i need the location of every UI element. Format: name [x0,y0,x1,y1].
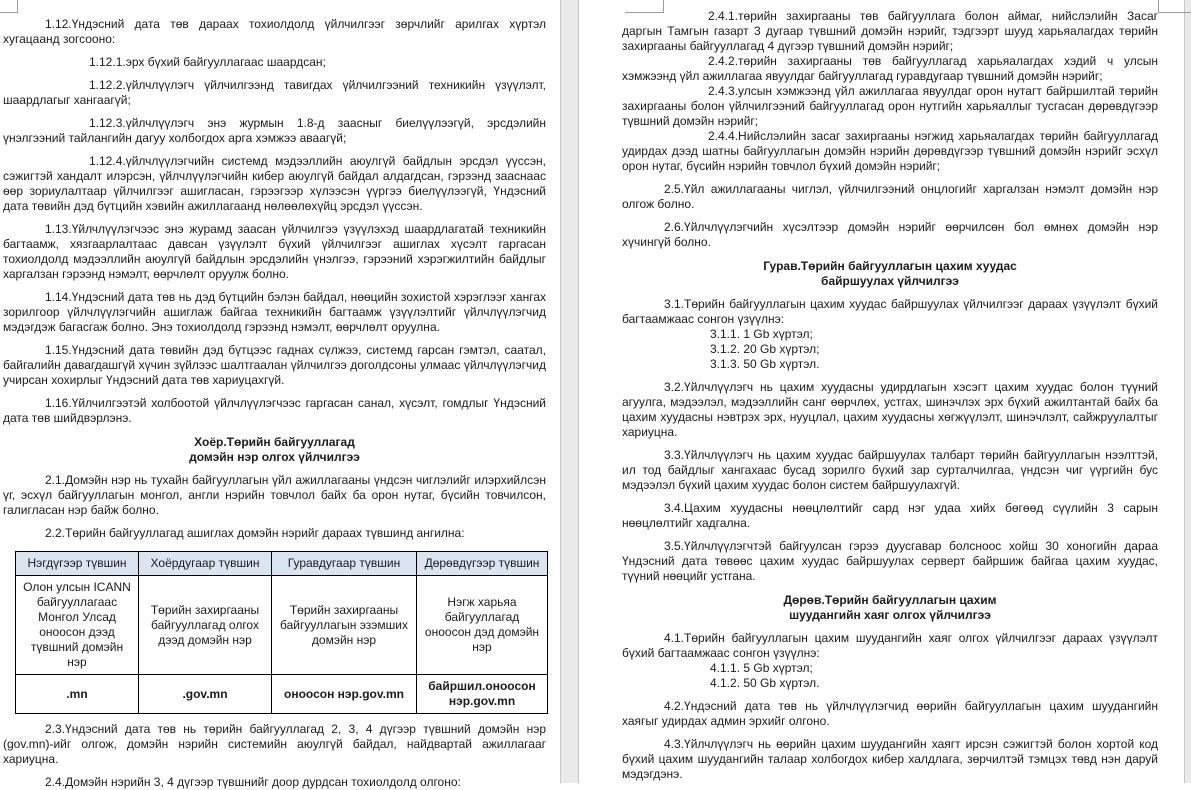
table-cell: байршил.оноосон нэр.gov.mn [417,675,548,714]
clause-4-2: 4.2.Үндэсний дата төв нь үйлчлүүлэгчид өөрийн байгууллагын цахим шуудангийн хаягыг удирдах админ эрхийг олгоно. [622,699,1158,728]
clause-3-4: 3.4.Цахим хуудасны нөөцлөлтийг сард нэг удаа хийх бөгөөд сүүлийн 3 сарын нөөцлөлтийг хадгална. [622,501,1158,530]
clause-1-16: 1.16.Үйлчилгээтэй холбоотой үйлчлүүлэгчээс гаргасан санал, хүсэлт, гомдлыг Үндэсний дата төв шийдвэрлэнэ. [3,396,546,425]
page-right [622,0,1158,782]
domain-levels-table [15,551,548,714]
clause-3-1-1: 3.1.1. 1 Gb хүртэл; [710,327,813,341]
table-cell: Төрийн захиргааны байгууллагын эзэмших домэйн нэр [272,576,417,675]
section-two-heading [3,435,546,465]
clause-4-3: 4.3.Үйлчлүүлэгч нь өөрийн цахим шуудангийн хаягт ирсэн сэжигтэй болон хортой код бүхий цахим шуудангийн талаар холбогдох кибер халдлага, зөрчилтэй тэмцэх төвд нэн даруй мэдэгдэнэ. [622,737,1158,781]
page-right-edge [1184,0,1191,783]
clause-4-1-1: 4.1.1. 5 Gb хүртэл; [710,661,813,675]
clause-4-1-2: 4.1.2. 50 Gb хүртэл. [710,676,820,690]
table-row [16,675,548,714]
clause-3-2: 3.2.Үйлчлүүлэгч нь цахим хуудасны удирдлагын хэсэгт цахим хуудас болон түүний агуулга, мэдээлэл, мэдээллийн санг өөрчлөх, устгах, шинэчлэх эрх бүхий ажилтантай байх ба цахим хуудасны нэвтрэх эрх, нууцлал, цахим хуудасны хөгжүүлэлт, шинэчлэлт, сайжруулалтыг хариуцна. [622,380,1158,439]
section-three-heading [622,259,1158,289]
table-cell: оноосон нэр.gov.mn [272,675,417,714]
clause-2-5: 2.5.Үйл ажиллагааны чиглэл, үйлчилгээний онцлогийг харгалзан нэмэлт домэйн нэр олгож болно. [622,182,1158,211]
table-header-cell: Гуравдугаар түвшин [272,552,417,576]
table-cell: Нэгж харьяа байгууллагад оноосон дэд домэйн нэр [417,576,548,675]
clause-3-1-3: 3.1.3. 50 Gb хүртэл. [710,357,820,371]
clause-1-13: 1.13.Үйлчлүүлэгчээс энэ журамд заасан үйлчилгээ үзүүлэхэд шаардлагатай техникийн багтаамж, хязгаарлалтаас давсан үзүүлэлт бүхий үйлчилгээг ашиглах хүсэлт гаргасан тохиолдолд мэдээллийн аюулгүй байдлын эрсдэлийн үнэлгээ, гэрээний хэрэгжилтийн байдлыг харгалзан гэрээнд нэмэлт, өөрчлөлт оруулж болно. [3,222,546,281]
heading-line: Дөрөв.Төрийн байгууллагын цахим [783,593,997,607]
clause-2-6: 2.6.Үйлчлүүлэгчийн хүсэлтээр домэйн нэрийг өөрчилсөн бол өмнөх домэйн нэр хүчингүй болно. [622,220,1158,249]
clause-2-4-3: 2.4.3.улсын хэмжээнд үйл ажиллагаа явуулдаг орон нутагт байршилтай төрийн захиргааны болон үйлчилгээний байгууллагад орон нутгийн харьяаллыг тусгасан дөрөвдүгээр түвшний домэйн нэрийг; [622,84,1158,128]
crop-mark-right-page-right [1158,0,1191,13]
clause-3-1: 3.1.Төрийн байгууллагын цахим хуудас байршуулах үйлчилгээг дараах үзүүлэлт бүхий багтаамжаас сонгон үзүүлнэ: [622,297,1158,326]
table-cell: .mn [16,675,139,714]
clause-1-15: 1.15.Үндэсний дата төвийн дэд бүтцээс гаднах сүлжээ, системд гарсан гэмтэл, саатал, байгалийн давагдашгүй хүчин зүйлээс шалтгаалан үйлчилгээ доголдсоны улмаас үйлчлүүлэгчид учирсан хохирлыг Үндэсний дата төв хариуцахгүй. [3,343,546,387]
page-gutter [560,0,579,783]
table-cell: .gov.mn [139,675,272,714]
page-left [3,0,546,790]
clause-3-1-2: 3.1.2. 20 Gb хүртэл; [710,342,820,356]
heading-line: байршуулах үйлчилгээ [821,274,959,288]
table-cell: Олон улсын ICANN байгууллагаас Монгол Улсад оноосон дээд түвшний домэйн нэр [16,576,139,675]
heading-line: Хоёр.Төрийн байгууллагад [194,435,355,449]
clause-1-12: 1.12.Үндэсний дата төв дараах тохиолдолд үйлчилгээг зөрчлийг арилгах хүртэл хугацаанд зогсооно: [3,17,546,46]
clause-2-4: 2.4.Домэйн нэрийн 3, 4 дүгээр түвшнийг доор дурдсан тохиолдолд олгоно: [45,775,461,789]
table-header-cell: Хоёрдугаар түвшин [139,552,272,576]
clause-2-4-4: 2.4.4.Нийслэлийн засаг захиргааны нэгжид харьяалагдах төрийн байгууллагад удирдах дээд шатны байгууллагын домэйн нэрийн дөрөвдүгээр түвшний домэйн нэрийг эсхүл орон нутаг, бүсийн нэрийн товчлол бүхий домэйн нэрийг; [622,129,1158,173]
table-header-cell: Нэгдүгээр түвшин [16,552,139,576]
clause-1-12-4: 1.12.4.үйлчлүүлэгчийн системд мэдээллийн аюулгүй байдлын эрсдэл үүссэн, сэжигтэй хандалт илэрсэн, үйлчлүүлэгчийн кибер аюулгүй байдал алдагдсан, гэрээнд зааснаас өөр зориулалтаар үйлчилгээг ашигласан, гэрээгээр хүлээсэн үүргээ биелүүлээгүй, Үндэсний дата төвийн дэд бүтцийн хэвийн ажиллагаанд нөлөөлөхүйц эрсдэл үүссэн. [3,154,546,213]
heading-line: шуудангийн хаяг олгох үйлчилгээ [789,608,991,622]
clause-2-1: 2.1.Домэйн нэр нь тухайн байгууллагын үйл ажиллагааны үндсэн чиглэлийг илэрхийлсэн үг, эсхүл байгууллагын монгол, англи нэрийн товчлол байх ба орон нутаг, бүсийн товчилсон, галигласан нэр байж болно. [3,473,546,517]
clause-4-1: 4.1.Төрийн байгууллагын цахим шуудангийн хаяг олгох үйлчилгээг дараах үзүүлэлт бүхий багтаамжаас сонгон үзүүлнэ: [622,631,1158,660]
clause-2-3: 2.3.Үндэсний дата төв нь төрийн байгууллагад 2, 3, 4 дүгээр түвшний домэйн нэр (gov.mn)-ийг олгож, домэйн нэрийн системийн аюулгүй байдал, найдвартай ажиллагааг хариуцна. [3,722,546,766]
clause-1-14: 1.14.Үндэсний дата төв нь дэд бүтцийн бэлэн байдал, нөөцийн зохистой хэрэглээг хангах зорилгоор үйлчлүүлэгчийн ашиглаж байгаа техникийн багтаамж үзүүлэлтийг үйлчлүүлэгчид мэдэгдэж багасгаж болно. Энэ тохиолдолд гэрээнд нэмэлт, өөрчлөлт оруулна. [3,290,546,334]
clause-2-4-1: 2.4.1.төрийн захиргааны төв байгууллага болон аймаг, нийслэлийн Засаг даргын Тамгын газарт 3 дугаар түвшний домэйн нэрийг, тэдгээрт шууд харьяалагдах төрийн захиргааны байгууллагад 4 дүгээр түвшний домэйн нэрийг; [622,9,1158,53]
clause-1-12-1: 1.12.1.эрх бүхий байгууллагаас шаардсан; [89,55,326,69]
clause-1-12-3: 1.12.3.үйлчлүүлэгч энэ журмын 1.8-д заасныг биелүүлээгүй, эрсдэлийн үнэлгээний тайлангийн дагуу холбогдох арга хэмжээ аваагүй; [3,116,546,145]
heading-line: Гурав.Төрийн байгууллагын цахим хуудас [763,259,1017,273]
table-cell: Төрийн захиргааны байгууллагад олгох дээд домэйн нэр [139,576,272,675]
table-row [16,576,548,675]
table-header-cell: Дөрөвдүгээр түвшин [417,552,548,576]
heading-line: домэйн нэр олгох үйлчилгээ [189,450,360,464]
clause-2-2: 2.2.Төрийн байгууллагад ашиглах домэйн нэрийг дараах түвшинд ангилна: [45,526,465,540]
section-four-heading [622,593,1158,623]
table-header-row [16,552,548,576]
crop-mark-left-page [0,0,18,13]
clause-2-4-2: 2.4.2.төрийн захиргааны төв байгууллагад харьяалагдах хэдий ч улсын хэмжээнд үйл ажиллагаа явуулдаг байгууллагад гуравдугаар түвшний домэйн нэрийг; [622,54,1158,83]
crop-mark-right-page-left [625,0,664,13]
clause-3-3: 3.3.Үйлчлүүлэгч нь цахим хуудас байршуулах талбарт төрийн байгууллагын нээлттэй, ил тод байдлыг хангахаас бусад зорилго бүхий зар сурталчилгаа, үндсэн чиг үүргийн бус мэдээлэл бүхий цахим хуудас болон систем байршуулахгүй. [622,448,1158,492]
clause-3-5: 3.5.Үйлчлүүлэгчтэй байгуулсан гэрээ дуусгавар болсноос хойш 30 хоногийн дараа Үндэсний дата төвөөс цахим хуудас байршуулах серверт байршиж байгаа цахим хуудас, түүний нөөцийг устгана. [622,539,1158,583]
clause-1-12-2: 1.12.2.үйлчлүүлэгч үйлчилгээнд тавигдах үйлчилгээний техникийн үзүүлэлт, шаардлагыг хангаагүй; [3,78,546,107]
